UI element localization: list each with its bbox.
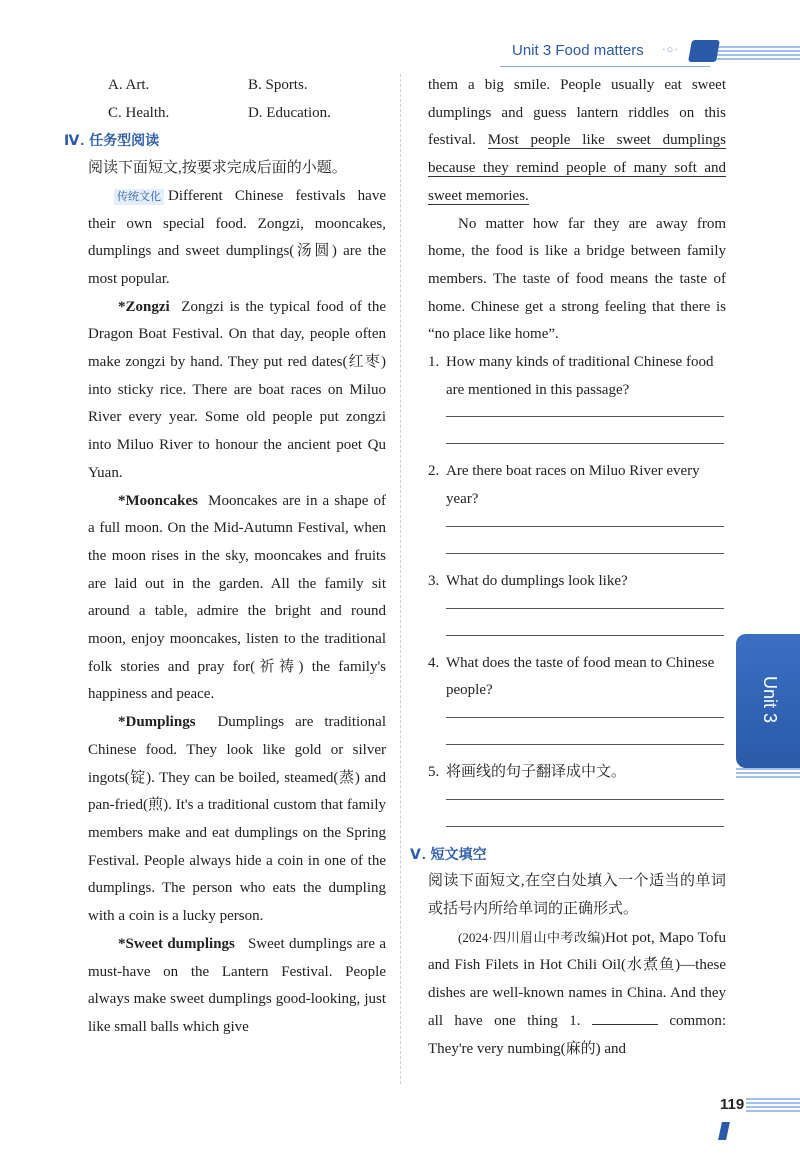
answer-line[interactable] <box>446 799 724 800</box>
question-4 <box>428 650 726 705</box>
section-5-passage <box>428 924 726 1064</box>
passage-intro <box>88 183 386 294</box>
answer-line[interactable] <box>446 744 724 745</box>
option-d: D. Education. <box>247 104 331 121</box>
question-number: 5. <box>428 763 440 780</box>
question-number: 2. <box>428 463 440 480</box>
page-number: 119 <box>720 1096 745 1113</box>
answer-line[interactable] <box>446 553 724 554</box>
page-number-area <box>720 1088 800 1148</box>
section-5-title <box>410 841 726 869</box>
mooncakes-paragraph <box>88 488 386 710</box>
answer-line[interactable] <box>446 826 724 827</box>
header-underline <box>500 66 710 67</box>
sweet-dumplings-continued <box>428 72 726 211</box>
answer-line[interactable] <box>446 635 724 636</box>
section-5-numeral: Ⅴ. <box>410 845 427 862</box>
unit-side-tab <box>736 634 800 768</box>
question-text: How many kinds of traditional Chinese food are mentioned in this passage? <box>446 354 714 398</box>
dumplings-heading: *Dumplings <box>118 714 196 731</box>
sweet-dumplings-text: Sweet dumplings are a must-have on the Lantern Festival. People always make sweet dumplings good-looking, just like small balls which give <box>88 935 387 1035</box>
options-row-2 <box>88 100 386 128</box>
header-dots-decoration: ·○· <box>662 44 679 56</box>
unit-title: Unit 3 Food matters <box>512 42 644 59</box>
section-4-heading: 任务型阅读 <box>89 132 160 149</box>
sweet-continued-text: them a big smile. People usually eat sweet dumplings and guess lantern riddles on this festival. <box>428 77 726 149</box>
answer-line[interactable] <box>446 717 724 718</box>
section-4-instruction: 阅读下面短文,按要求完成后面的小题。 <box>88 160 347 177</box>
answer-line[interactable] <box>446 526 724 527</box>
question-text: What does the taste of food mean to Chinese people? <box>446 654 715 699</box>
book-icon <box>688 40 720 62</box>
mooncakes-text: Mooncakes are in a shape of a full moon. On the Mid-Autumn Festival, when the moon rises in the sky, mooncakes and fruits are laid out in the garden. All the family sit around a table, admire the bright and round moon, enjoy mooncakes, listen to the traditional folk stories and pray for(祈祷) the family's happiness and peace. <box>88 492 387 703</box>
option-a: A. Art. <box>108 77 150 93</box>
question-text: What do dumplings look like? <box>446 572 628 589</box>
question-text: Are there boat races on Miluo River every year? <box>446 463 700 508</box>
section-4-title <box>64 127 386 155</box>
page-mark-decoration <box>718 1122 730 1140</box>
question-number: 3. <box>428 572 440 589</box>
right-column <box>410 72 727 1063</box>
page-stripes-decoration <box>746 1098 800 1114</box>
section-5-instruction: 阅读下面短文,在空白处填入一个适当的单词或括号内所给单词的正确形式。 <box>428 873 726 918</box>
zongzi-text: Zongzi is the typical food of the Dragon Boat Festival. On that day, people often make zongzi by hand. They put red dates(红枣) into sticky rice. There are boat races on Miluo River every year. Some old people put zongzi into Miluo River to honour the ancient poet Qu Yuan. <box>88 298 387 481</box>
question-5 <box>428 759 726 787</box>
zongzi-heading: *Zongzi <box>118 298 170 315</box>
dumplings-paragraph <box>88 709 386 931</box>
blank-1[interactable] <box>592 1010 658 1025</box>
zongzi-paragraph <box>88 294 386 488</box>
question-2 <box>428 458 726 513</box>
left-column <box>64 72 387 1042</box>
passage-source: (2024·四川眉山中考改编) <box>458 929 606 945</box>
mooncakes-heading: *Mooncakes <box>118 492 198 509</box>
header-stripes-decoration <box>710 46 800 62</box>
passage-text-2: common: They're very numbing(麻的) and <box>428 1012 727 1057</box>
side-tab-label: Unit 3 <box>760 676 780 724</box>
question-number: 4. <box>428 654 440 671</box>
intro-text: Different Chinese festivals have their own special food. Zongzi, mooncakes, dumplings and sweet dumplings(汤圆) are the most popular. <box>88 187 386 287</box>
passage-text-1: Hot pot, Mapo Tofu and Fish Filets in Hot Chili Oil(水煮鱼)—these dishes are well-known names in China. And they all have one thing 1. <box>428 929 726 1029</box>
question-number: 1. <box>428 354 440 371</box>
sweet-dumplings-paragraph <box>88 931 386 1042</box>
side-stripes-decoration <box>736 768 800 778</box>
sweet-dumplings-heading: *Sweet dumplings <box>118 935 235 952</box>
answer-line[interactable] <box>446 443 724 444</box>
conclusion-paragraph: No matter how far they are away from home, the food is like a bridge between family members. The taste of food means the taste of home. Chinese get a strong feeling that there is “no place like home”. <box>428 215 726 343</box>
option-b: B. Sports. <box>247 77 308 93</box>
answer-line[interactable] <box>446 608 724 609</box>
question-text: 将画线的句子翻译成中文。 <box>446 763 627 780</box>
options-row-1 <box>88 72 386 100</box>
underlined-sentence: Most people like sweet dumplings because they remind people of many soft and sweet memories. <box>428 132 727 204</box>
column-divider <box>400 74 401 1084</box>
section-5-heading: 短文填空 <box>430 845 487 862</box>
culture-tag: 传统文化 <box>114 189 164 205</box>
question-3 <box>428 568 726 596</box>
page-header <box>500 36 800 68</box>
question-1 <box>428 349 726 404</box>
dumplings-text: Dumplings are traditional Chinese food. They look like gold or silver ingots(锭). They can be boiled, steamed(蒸) and pan-fried(煎). It's a traditional custom that family members make and eat dumplings on the Spring Festival. People always hide a coin in one of the dumplings. The person who eats the dumpling with a coin is a lucky person. <box>88 714 386 925</box>
option-c: C. Health. <box>108 104 170 121</box>
section-4-numeral: Ⅳ. <box>64 132 86 149</box>
answer-line[interactable] <box>446 416 724 417</box>
